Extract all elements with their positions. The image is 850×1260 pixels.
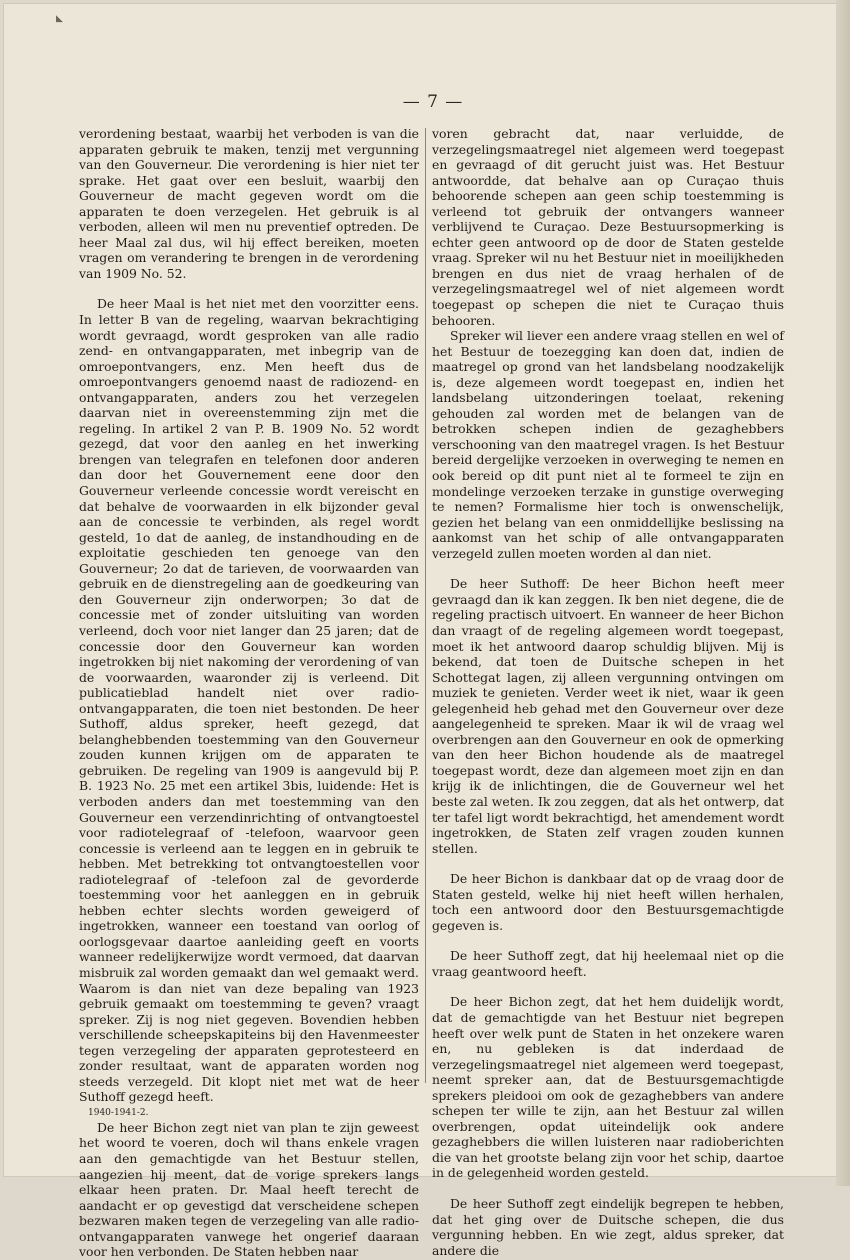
left-column xyxy=(79,126,419,1260)
paragraph: Spreker wil liever een andere vraag stellen en wel of het Bestuur de toezegging kan doen dat, indien de maatregel op grond van het landsbelang noodzakelijk is, deze algemeen wordt toegepast en, indien het landsbelang uitzonderingen toelaat, rekening gehouden zal worden met de belangen van de betrokken schepen indien de gezaghebbers verschooning van den maatregel vragen. Is het Bestuur bereid dergelijke verzoeken in overweging te nemen en ook bereid op dit punt niet al te formeel te zijn en mondelinge verzoeken terzake in gunstige overweging te nemen? Formalisme hier toch is onwenschelijk, gezien het belang van een onmiddellijke beslissing na aankomst van het schip of alle ontvangapparaten verzegeld zullen moeten worden al dan niet. xyxy=(432,328,784,561)
page-edge xyxy=(836,0,850,1186)
page-number: — 7 — xyxy=(402,92,464,112)
paragraph: De heer Bichon is dankbaar dat op de vraag door de Staten gesteld, welke hij niet heeft willen herhalen, toch een antwoord door den Bestuursgemachtigde gegeven is. xyxy=(432,871,784,933)
paragraph: De heer Maal is het niet met den voorzitter eens. In letter B van de regeling, waarvan bekrachtiging wordt gevraagd, wordt gesproken van alle radio zend- en ontvangapparaten, met inbegrip van de omroepontvangers, enz. Men heeft dus de omroepontvangers genoemd naast de radiozend- en ontvangapparaten, anders zou het verzegelen daarvan niet in overeenstemming zijn met die regeling. In artikel 2 van P. B. 1909 No. 52 wordt gezegd, dat voor den aanleg en het inwerking brengen van telegrafen en telefonen door anderen dan door het Gouvernement eene door den Gouverneur verleende concessie wordt vereischt en dat behalve de voorwaarden in elk bijzonder geval aan de concessie te verbinden, als regel wordt gesteld, 1o dat de aanleg, de instandhouding en de exploitatie geschieden ten genoege van den Gouverneur; 2o dat de tarieven, de voorwaarden van gebruik en de dienstregeling aan de goedkeuring van den Gouverneur zijn onderworpen; 3o dat de concessie met of zonder uitsluiting van worden verleend, doch voor niet langer dan 25 jaren; dat de concessie door den Gouverneur kan worden ingetrokken bij niet nakoming der verordening of van de voorwaarden, waaronder zij is verleend. Dit publicatieblad handelt niet over radio-ontvangapparaten, die toen niet bestonden. De heer Suthoff, aldus spreker, heeft gezegd, dat belanghebbenden toestemming van den Gouverneur zouden kunnen krijgen om de apparaten te gebruiken. De regeling van 1909 is aangevuld bij P. B. 1923 No. 25 met een artikel 3bis, luidende: Het is verboden anders dan met toestemming van den Gouverneur een verzendinrichting of ontvangtoestel voor radiotelegraaf of -telefoon, waarvoor geen concessie is verleend aan te leggen en in gebruik te hebben. Met betrekking tot ontvangtoestellen voor radiotelegraaf of -telefoon zal de gevorderde toestemming voor het aanleggen en in gebruik hebben echter slechts worden geweigerd of ingetrokken, wanneer een toestand van oorlog of oorlogsgevaar daartoe aanleiding geeft en voorts wanneer redelijkerwijze wordt vermoed, dat daarvan misbruik zal worden gemaakt dan wel gemaakt werd. Waarom is dan niet van deze bepaling van 1923 gebruik gemaakt om toestemming te geven? vraagt spreker. Zij is nog niet gegeven. Bovendien hebben verschillende scheepskapiteins bij den Havenmeester tegen verzegeling der apparaten geprotesteerd en zonder resultaat, want de apparaten worden nog steeds verzegeld. Dit klopt niet met wat de heer Suthoff gezegd heeft. xyxy=(79,296,419,1105)
paragraph: De heer Suthoff: De heer Bichon heeft meer gevraagd dan ik kan zeggen. Ik ben niet degene, die de regeling practisch uitvoert. En wanneer de heer Bichon dan vraagt of de regeling algemeen wordt toegepast, moet ik het antwoord daarop schuldig blijven. Mij is bekend, dat toen de Duitsche schepen in het Schottegat lagen, zij alleen vergunning ontvingen om muziek te genieten. Verder weet ik niet, waar ik geen gelegenheid heb gehad met den Gouverneur over deze aangelegenheid te spreken. Maar ik wil de vraag wel overbrengen aan den Gouverneur en ook de opmerking van den heer Bichon houdende als de maatregel toegepast wordt, deze dan algemeen moet zijn en dan krijg ik de inlichtingen, die de Gouverneur wel het beste zal weten. Ik zou zeggen, dat als het ontwerp, dat ter tafel ligt wordt bekrachtigd, het amendement wordt ingetrokken, de Staten zelf vragen zouden kunnen stellen. xyxy=(432,576,784,856)
paragraph: De heer Bichon zegt niet van plan te zijn geweest het woord te voeren, doch wil thans enkele vragen aan den gemachtigde van het Bestuur stellen, aangezien hij meent, dat de vorige sprekers langs elkaar heen praten. Dr. Maal heeft terecht de aandacht er op gevestigd dat verscheidene schepen bezwaren maken tegen de verzegeling van alle radio-ontvangapparaten vanwege het ongerief daaraan voor hen verbonden. De Staten hebben naar xyxy=(79,1119,419,1260)
paragraph: voren gebracht dat, naar verluidde, de verzegelingsmaatregel niet algemeen werd toegepast en gevraagd of dit gerucht juist was. Het Bestuur antwoordde, dat behalve aan op Curaçao thuis behoorende schepen aan geen schip toestemming is verleend tot gebruik der ontvangers wanneer verblijvend te Curaçao. Deze Bestuursopmerking is echter geen antwoord op de door de Staten gestelde vraag. Spreker wil nu het Bestuur niet in moeilijkheden brengen en dus niet de vraag herhalen of de verzegelingsmaatregel wel of niet algemeen wordt toegepast op schepen die niet te Curaçao thuis behooren. xyxy=(432,126,784,328)
paragraph: De heer Suthoff zegt eindelijk begrepen te hebben, dat het ging over de Duitsche schepen, die dus vergunning hebben. En wie zegt, aldus spreker, dat andere die xyxy=(432,1196,784,1258)
footer-code: 1940-1941-2. xyxy=(88,1108,149,1118)
paragraph: De heer Bichon zegt, dat het hem duidelijk wordt, dat de gemachtigde van het Bestuur niet begrepen heeft over welk punt de Staten in het onzekere waren en, nu gebleken is dat inderdaad de verzegelingsmaatregel niet algemeen werd toegepast, neemt spreker aan, dat de Bestuursgemachtigde sprekers pleidooi om ook de gezaghebbers van andere schepen ter wille te zijn, aan het Bestuur zal willen overbrengen, opdat uiteindelijk ook andere gezaghebbers die willen luisteren naar radioberichten die van het grootste belang zijn voor het schip, daartoe in de gelegenheid worden gesteld. xyxy=(432,994,784,1181)
column-divider xyxy=(425,128,426,1083)
corner-mark: ◣ xyxy=(56,14,63,24)
right-column xyxy=(432,126,784,1258)
paragraph: De heer Suthoff zegt, dat hij heelemaal niet op die vraag geantwoord heeft. xyxy=(432,948,784,979)
paragraph: verordening bestaat, waarbij het verboden is van die apparaten gebruik te maken, tenzij met vergunning van den Gouverneur. Die verordening is hier niet ter sprake. Het gaat over een besluit, waarbij den Gouverneur de macht gegeven wordt om die apparaten te doen verzegelen. Het gebruik is al verboden, alleen wil men nu preventief optreden. De heer Maal zal dus, wil hij effect bereiken, moeten vragen om verandering te brengen in de verordening van 1909 No. 52. xyxy=(79,126,419,281)
